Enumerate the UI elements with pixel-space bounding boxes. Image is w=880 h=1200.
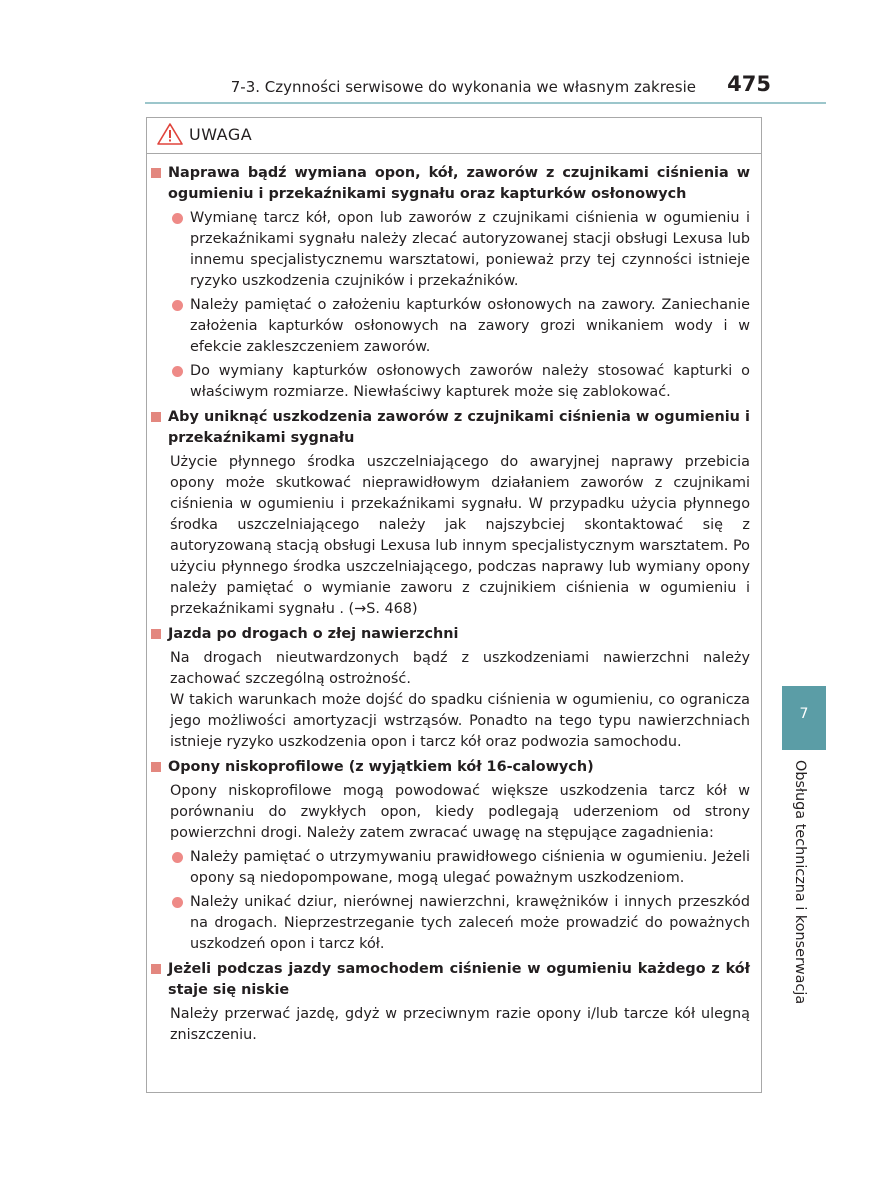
section-title: Aby uniknąć uszkodzenia zaworów z czujnikami ciśnienia w ogumieniu i przekaźnikami sygnału xyxy=(150,407,750,449)
section-rough-roads xyxy=(150,624,750,753)
square-bullet-icon xyxy=(151,629,161,639)
warning-content xyxy=(150,163,750,1050)
warning-header xyxy=(146,117,762,154)
header-title: 7-3. Czynności serwisowe do wykonania we własnym zakresie xyxy=(230,78,696,96)
section-low-profile-tires xyxy=(150,757,750,955)
square-bullet-icon xyxy=(151,168,161,178)
square-bullet-icon xyxy=(151,964,161,974)
circle-bullet-icon xyxy=(172,852,183,863)
warning-label: UWAGA xyxy=(189,125,253,144)
circle-bullet-icon xyxy=(172,213,183,224)
list-item: Należy pamiętać o utrzymywaniu prawidłowego ciśnienia w ogumieniu. Jeżeli opony są niedopompowane, mogą ulegać poważnym uszkodzeniom. xyxy=(150,847,750,889)
warning-triangle-icon xyxy=(156,122,184,146)
header-bar xyxy=(0,72,826,102)
paragraph: Należy przerwać jazdę, gdyż w przeciwnym razie opony i/lub tarcze kół ulegną zniszczeniu. xyxy=(170,1006,750,1043)
list-item: Wymianę tarcz kół, opon lub zaworów z czujnikami ciśnienia w ogumieniu i przekaźnikami sygnału należy zlecać autoryzowanej stacji obsługi Lexusa lub innemu specjalistycznemu warsztatowi, ponieważ przy tej czynności istnieje ryzyko uszkodzenia czujników i przekaźników. xyxy=(150,208,750,292)
section-title: Jeżeli podczas jazdy samochodem ciśnienie w ogumieniu każdego z kół staje się niskie xyxy=(150,959,750,1001)
square-bullet-icon xyxy=(151,412,161,422)
circle-bullet-icon xyxy=(172,366,183,377)
section-title: Naprawa bądź wymiana opon, kół, zaworów z czujnikami ciśnienia w ogumieniu i przekaźnikami sygnału oraz kapturków osłonowych xyxy=(150,163,750,205)
list-item: Do wymiany kapturków osłonowych zaworów należy stosować kapturki o właściwym rozmiarze. Niewłaściwy kapturek może się zablokować. xyxy=(150,361,750,403)
page-number: 475 xyxy=(727,72,771,96)
chapter-label: Obsługa techniczna i konserwacja xyxy=(792,760,808,1005)
paragraph: Użycie płynnego środka uszczelniającego do awaryjnej naprawy przebicia opony może skutkować nieprawidłowym działaniem zaworów z czujnikami ciśnienia w ogumieniu i przekaźnikami sygnału. W przypadku użycia płynnego środka uszczelniającego należy jak najszybciej skontaktować się z autoryzowaną stacją obsługi Lexusa lub innym specjalistycznym warsztatem. Po użyciu płynnego środka uszczelniającego, podczas naprawy lub wymiany opony należy pamiętać o wymianie zaworu z czujnikiem ciśnienia w ogumieniu i przekaźnikami sygnału . (→S. 468) xyxy=(170,454,750,617)
square-bullet-icon xyxy=(151,762,161,772)
section-avoid-valve-damage xyxy=(150,407,750,620)
list-item: Należy unikać dziur, nierównej nawierzchni, krawężników i innych przeszkód na drogach. Nieprzestrzeganie tych zaleceń może prowadzić do poważnych uszkodzeń opon i tarcz kół. xyxy=(150,892,750,955)
circle-bullet-icon xyxy=(172,897,183,908)
section-tire-repair xyxy=(150,163,750,403)
paragraph: Opony niskoprofilowe mogą powodować większe uszkodzenia tarcz kół w porównaniu do zwykłych opon, kiedy podlegają uderzeniom od strony powierzchni drogi. Należy zatem zwracać uwagę na stępujące zagadnienia: xyxy=(170,783,750,841)
section-title: Jazda po drogach o złej nawierzchni xyxy=(150,624,750,645)
section-low-pressure xyxy=(150,959,750,1046)
chapter-number: 7 xyxy=(799,706,809,722)
section-title: Opony niskoprofilowe (z wyjątkiem kół 16-calowych) xyxy=(150,757,750,778)
list-item: Należy pamiętać o założeniu kapturków osłonowych na zawory. Zaniechanie założenia kapturków osłonowych na zawory grozi wnikaniem wody i w efekcie zakleszczeniem zaworów. xyxy=(150,295,750,358)
circle-bullet-icon xyxy=(172,300,183,311)
header-rule xyxy=(145,102,826,104)
chapter-tab xyxy=(782,686,826,750)
paragraph: Na drogach nieutwardzonych bądź z uszkodzeniami nawierzchni należy zachować szczególną ostrożność. xyxy=(170,650,750,687)
paragraph: W takich warunkach może dojść do spadku ciśnienia w ogumieniu, co ogranicza jego możliwości amortyzacji wstrząsów. Ponadto na tego typu nawierzchniach istnieje ryzyko uszkodzenia opon i tarcz kół oraz podwozia samochodu. xyxy=(170,692,750,750)
